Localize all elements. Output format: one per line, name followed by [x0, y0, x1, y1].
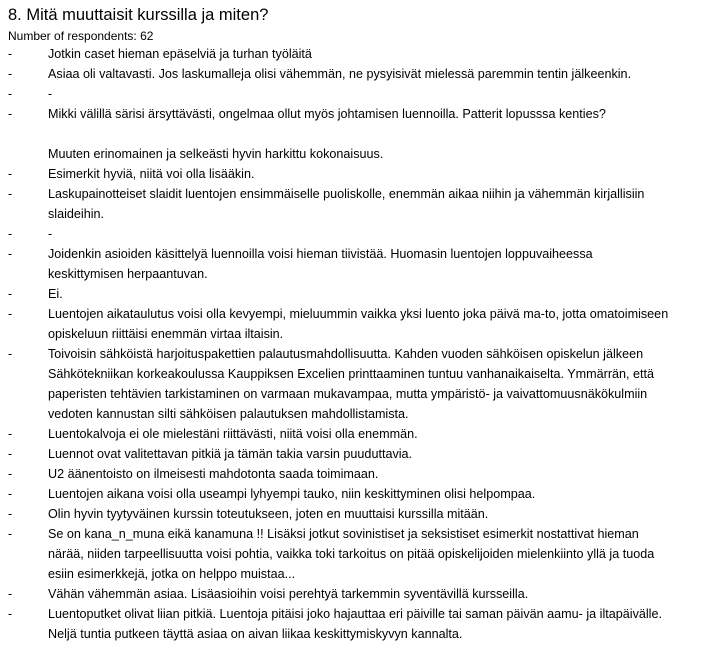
blank-line [48, 124, 713, 144]
answer-text-line: Laskupainotteiset slaidit luentojen ensimmäiselle puoliskolle, enemmän aikaa niihin ja vähemmän kirjallisiin [48, 187, 645, 201]
answer-text-line: slaideihin. [48, 207, 105, 221]
bullet-dash: - [8, 47, 13, 61]
answer-text-line: Jotkin caset hieman epäselviä ja turhan työläitä [48, 47, 312, 61]
bullet-dash: - [8, 287, 13, 301]
bullet-dash: - [8, 187, 13, 201]
answer-text-line: Olin hyvin tyytyväinen kurssin toteutukseen, joten en muuttaisi kurssilla mitään. [48, 507, 489, 521]
answer-text-line: Luentoputket olivat liian pitkiä. Luentoja pitäisi joko hajauttaa eri päiville tai saman päivän aamu- ja iltapäivälle. [48, 607, 662, 621]
answer-item [0, 604, 719, 644]
answer-text-line: keskittymisen herpaantuvan. [48, 267, 208, 281]
bullet-dash: - [8, 227, 13, 241]
answer-item [0, 464, 719, 484]
bullet-dash: - [8, 587, 13, 601]
bullet-dash: - [8, 427, 13, 441]
answer-text-line: Luennot ovat valitettavan pitkiä ja tämän takia varsin puuduttavia. [48, 447, 413, 461]
bullet-dash: - [8, 167, 13, 181]
answer-text-line: opiskeluun riittäisi enemmän virtaa iltaisin. [48, 327, 284, 341]
bullet-dash: - [8, 607, 13, 621]
answer-text-line: Esimerkit hyviä, niitä voi olla lisääkin. [48, 167, 255, 181]
answer-item [0, 444, 719, 464]
answer-list [0, 44, 719, 644]
answer-text-line: Sähkötekniikan korkeakoulussa Kauppiksen Excelien printtaaminen tuntuu vanhanaikaiselta. Ymmärrän, että [48, 367, 655, 381]
bullet-dash: - [8, 467, 13, 481]
answer-text-line: U2 äänentoisto on ilmeisesti mahdotonta saada toimimaan. [48, 467, 379, 481]
answer-item [0, 224, 719, 244]
answer-item [0, 524, 719, 584]
bullet-dash: - [8, 87, 13, 101]
answer-text-line: Asiaa oli valtavasti. Jos laskumalleja olisi vähemmän, ne pysyisivät mielessä paremmin tentin jälkeenkin. [48, 67, 632, 81]
answer-text-line: Vähän vähemmän asiaa. Lisäasioihin voisi perehtyä tarkemmin syventävillä kursseilla. [48, 587, 529, 601]
answer-item [0, 504, 719, 524]
answer-text-line: närää, niiden tarpeellisuutta voisi pohtia, vaikka toki tarkoitus on pitää opiskelijoiden mielenkiinto yllä ja tuoda [48, 547, 655, 561]
bullet-dash: - [8, 527, 13, 541]
answer-text-line: esiin esimerkkejä, jotka on helppo muistaa... [48, 567, 296, 581]
answer-text-line: paperisten tehtävien tarkistaminen on varmaan mukavampaa, mutta ympäristö- ja vaivattomuusnäkökulmiin [48, 387, 648, 401]
answer-item [0, 104, 719, 164]
answer-text-line: Mikki välillä särisi ärsyttävästi, ongelmaa ollut myös johtamisen luennoilla. Patterit lopusssa kenties? [48, 107, 606, 121]
answer-text-line: vedoten kannustan silti sähköisen palautuksen mahdollistamista. [48, 407, 409, 421]
answer-item [0, 304, 719, 344]
answer-text-line: Joidenkin asioiden käsittelyä luennoilla voisi hieman tiivistää. Huomasin luentojen loppuvaiheessa [48, 247, 593, 261]
answer-item [0, 484, 719, 504]
answer-text-line: Toivoisin sähköistä harjoituspakettien palautusmahdollisuutta. Kahden vuoden sähköisen opiskelun jälkeen [48, 347, 644, 361]
answer-item [0, 44, 719, 64]
answer-text-line: - [48, 87, 53, 101]
answer-text-line: Ei. [48, 287, 63, 301]
question-title: 8. Mitä muuttaisit kurssilla ja miten? [8, 6, 269, 24]
answer-item [0, 184, 719, 224]
answer-text-line: - [48, 227, 53, 241]
respondent-count: Number of respondents: 62 [8, 29, 154, 43]
bullet-dash: - [8, 507, 13, 521]
bullet-dash: - [8, 247, 13, 261]
bullet-dash: - [8, 487, 13, 501]
answer-item [0, 584, 719, 604]
bullet-dash: - [8, 307, 13, 321]
answer-text-line: Luentojen aikana voisi olla useampi lyhyempi tauko, niin keskittyminen olisi helpompaa. [48, 487, 536, 501]
bullet-dash: - [8, 347, 13, 361]
answer-item [0, 64, 719, 84]
answer-item [0, 244, 719, 284]
answer-item [0, 344, 719, 424]
answer-text-line: Muuten erinomainen ja selkeästi hyvin harkittu kokonaisuus. [48, 147, 384, 161]
bullet-dash: - [8, 447, 13, 461]
answer-item [0, 164, 719, 184]
answer-text-line: Luentokalvoja ei ole mielestäni riittävästi, niitä voisi olla enemmän. [48, 427, 418, 441]
bullet-dash: - [8, 107, 13, 121]
answer-text-line: Se on kana_n_muna eikä kanamuna !! Lisäksi jotkut sovinistiset ja seksistiset esimerkit nostattivat hieman [48, 527, 639, 541]
answer-text-line: Luentojen aikataulutus voisi olla kevyempi, mieluummin vaikka yksi luento joka päivä ma-to, jotta omatoimiseen [48, 307, 669, 321]
answer-item [0, 284, 719, 304]
answer-text-line: Neljä tuntia putkeen täyttä asiaa on aivan liikaa keskittymiskyvyn kannalta. [48, 627, 463, 641]
answer-item [0, 84, 719, 104]
answer-item [0, 424, 719, 444]
bullet-dash: - [8, 67, 13, 81]
